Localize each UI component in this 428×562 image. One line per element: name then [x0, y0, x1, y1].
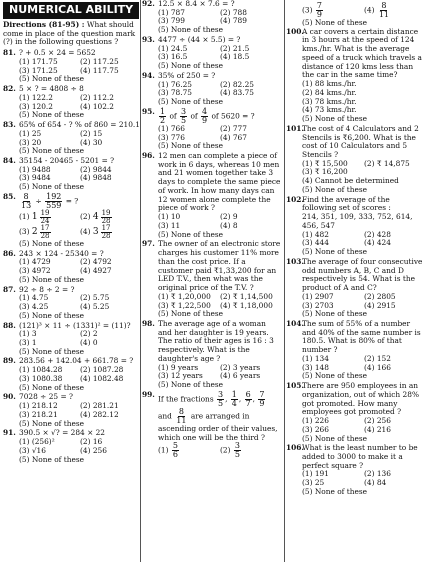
option: (5) None of these: [19, 382, 85, 392]
options: [286, 293, 426, 310]
fraction: $\frac{8}{11}$: [176, 406, 187, 425]
question-number: 94.: [142, 70, 155, 80]
option: (1) 2907: [302, 291, 334, 301]
question-95: [142, 108, 282, 151]
option: (4) 84: [364, 478, 387, 488]
question-text: If the fractions $\frac{3}{5}$ , $\frac{1}{4}$ , $\frac{6}{7}$ , $\frac{7}{9}$: [158, 389, 265, 408]
options: [3, 366, 141, 383]
options: [3, 438, 141, 455]
fraction: $\frac{7}{9}$: [259, 389, 265, 408]
question-number: 96.: [142, 151, 155, 161]
directions: [3, 21, 141, 47]
option: (5) None of these: [19, 346, 85, 356]
option: (5) None of these: [19, 310, 85, 320]
question-group: [286, 28, 426, 497]
question-number: 106.: [286, 443, 305, 453]
question-number: 85.: [3, 191, 16, 201]
option: (5) None of these: [302, 247, 368, 257]
question: [3, 286, 141, 321]
option: (1) 122.2: [19, 92, 53, 102]
option: (4) 166: [364, 362, 391, 372]
option: (3) 266: [302, 424, 329, 434]
options: [3, 58, 141, 75]
question: [3, 49, 141, 84]
option: (1) 134: [302, 353, 329, 363]
question-text: (121)³ × 11 ÷ (1331)² = (11)?: [19, 320, 131, 330]
option: (3) 78 kms./hr.: [302, 96, 357, 106]
options: [3, 402, 141, 419]
question-text: 390.5 × √? = 284 × 22: [19, 428, 106, 438]
option: (4) 8: [220, 220, 238, 230]
option: (5) None of these: [302, 486, 368, 496]
question: [3, 429, 141, 464]
option: (2) 428: [364, 229, 391, 239]
fraction: $\frac{8}{13}$: [21, 191, 32, 210]
option: (2) 788: [220, 7, 247, 17]
option: (4) 6 years: [220, 371, 261, 381]
question-text: 283.56 + 142.04 + 661.78 = ?: [19, 356, 134, 366]
option: (2) ₹ 14,875: [364, 158, 410, 168]
question-group: [142, 152, 282, 390]
option: (5) None of these: [158, 97, 224, 107]
option: (5) None of these: [158, 25, 224, 35]
question-line: [286, 28, 426, 80]
question: [3, 121, 141, 156]
question-number: 83.: [3, 120, 16, 130]
question-number: 97.: [142, 239, 155, 249]
option: (4) 767: [220, 132, 247, 142]
directions-text: What should come in place of the question mark (?) in the following questions ?: [3, 19, 136, 47]
option: (3) $\frac{7}{9}$: [302, 1, 322, 19]
fraction: $\frac{1}{2}$: [160, 106, 166, 125]
option: (3) 799: [158, 16, 185, 26]
option: (3) 1080.38: [19, 373, 63, 383]
option: (1) 226: [302, 416, 329, 426]
question-number: 102.: [286, 194, 305, 204]
options: [142, 213, 282, 230]
question-number: 98.: [142, 318, 155, 328]
question-text: 4477 ÷ (44 × 5.5) = ?: [158, 34, 241, 44]
question-group: [3, 250, 141, 465]
option: (4) Cannot be determined: [302, 176, 399, 186]
options: [286, 355, 426, 372]
option: (2) 4 $\frac{19}{28}$: [80, 208, 111, 225]
option: (1) 88 kms./hr.: [302, 79, 357, 89]
question: [3, 85, 141, 120]
option: (4) 256: [80, 445, 107, 455]
question-text: There are 950 employees in an organization, out of which 28% got promoted. How many employees got promoted ?: [302, 381, 419, 417]
options: [3, 258, 141, 275]
question: [286, 382, 426, 443]
question-number: 99.: [142, 389, 155, 399]
question-group: [3, 49, 141, 192]
option: (5) None of these: [19, 182, 85, 192]
options: [3, 294, 141, 311]
question-number: 90.: [3, 392, 16, 402]
question-line: [142, 320, 282, 364]
option: (5) None of these: [158, 309, 224, 319]
option: (5) None of these: [19, 110, 85, 120]
question-line: [286, 125, 426, 160]
option: (3) ₹ 1,22,500: [158, 300, 211, 310]
option: (4) 9848: [80, 173, 112, 183]
option: (1) ₹ 15,500: [302, 158, 348, 168]
question-number: 92.: [142, 0, 155, 8]
option: (3) 218.21: [19, 409, 58, 419]
question-group: [142, 0, 282, 107]
option: (3) 776: [158, 132, 185, 142]
option: (4) 83.75: [220, 88, 254, 98]
options: [142, 442, 282, 459]
option: (3) 11: [158, 220, 181, 230]
question-number: 81.: [3, 48, 16, 58]
option: (2) $\frac{3}{5}$: [220, 441, 240, 460]
option: (3) 20: [19, 137, 42, 147]
question-number: 87.: [3, 284, 16, 294]
option: (1) 218.12: [19, 401, 58, 411]
question-text: 7028 ÷ 25 = ?: [19, 392, 73, 402]
option: (1) (256)²: [19, 437, 55, 447]
option: (1) ₹ 1,20,000: [158, 291, 211, 301]
option: (2) 82.25: [220, 79, 254, 89]
column-2: [142, 0, 282, 460]
column-divider: [284, 0, 285, 562]
question-line: [286, 258, 426, 293]
question-text: The average of four consecutive odd numbers A, B, C and D respectively is 54. What is the product of A and C?: [302, 256, 423, 293]
option: (1) 76.25: [158, 79, 192, 89]
option: (4) 789: [220, 16, 247, 26]
option: (5) None of these: [19, 238, 85, 248]
option: (1) 25: [19, 128, 42, 138]
options: [3, 130, 141, 147]
option: (4) 102.2: [80, 101, 114, 111]
question-line: [286, 196, 426, 213]
question-line: [142, 152, 282, 213]
question-number: 82.: [3, 84, 16, 94]
option: (4) 424: [364, 238, 391, 248]
question: [3, 157, 141, 192]
fraction: $\frac{4}{9}$: [202, 106, 208, 125]
question-text: 35154 - 20465 - 5201 = ?: [19, 155, 115, 165]
score-list: 214, 351, 109, 333, 752, 614, 456, 547: [302, 212, 413, 230]
option: (1) 9 years: [158, 362, 199, 372]
option: (3) 4.25: [19, 302, 49, 312]
question-text: 65% of 654 - ? % of 860 = 210.1: [19, 120, 140, 130]
option: (5) None of these: [158, 380, 224, 390]
option: (3) 2 $\frac{17}{28}$: [19, 223, 50, 240]
option: (4) $\frac{8}{11}$: [364, 1, 390, 19]
option: (4) 1082.48: [80, 373, 124, 383]
option: (5) None of these: [302, 184, 368, 194]
option: (4) 2915: [364, 300, 396, 310]
question-text: A car covers a certain distance in 3 hours at the speed of 124 kms./hr. What is the average speed of a truck which travels a distance of 120 kms less than the car in the same time?: [302, 26, 422, 80]
option: (1) 171.75: [19, 56, 58, 66]
fraction: $\frac{3}{5}$: [181, 106, 187, 125]
option: (2) ₹ 1,14,500: [220, 291, 273, 301]
question: [3, 322, 141, 357]
question-number: 86.: [3, 248, 16, 258]
fraction: $\frac{3}{5}$: [217, 389, 224, 408]
option: (1) 482: [302, 229, 329, 239]
option: (4) 117.75: [80, 65, 119, 75]
option: (4) ₹ 1,18,000: [220, 300, 273, 310]
question-line: [286, 320, 426, 355]
question: [3, 250, 141, 285]
option: (5) None of these: [302, 114, 368, 124]
options: [142, 293, 282, 310]
question-text: $\frac{8}{13}$ ÷ $\frac{192}{559}$ = ?: [21, 191, 79, 210]
option: (1) 787: [158, 7, 185, 17]
option: (2) 136: [364, 469, 391, 479]
option: (2) 9844: [80, 164, 112, 174]
option: (4) 0: [80, 338, 98, 347]
question: [286, 444, 426, 496]
option: (2) 777: [220, 123, 247, 133]
option: (2) 4792: [80, 257, 112, 267]
option: (3) 444: [302, 238, 329, 248]
option: (1) 3: [19, 329, 37, 339]
question-text: Find the average of the following set of scores :: [302, 194, 391, 213]
question-text: 12.5 × 8.4 × 7.6 = ?: [158, 0, 235, 8]
option: (5) None of these: [158, 141, 224, 151]
question: [286, 28, 426, 124]
question-number: 100.: [286, 26, 305, 36]
option: (2) 84 kms./hr.: [302, 87, 357, 97]
option: (1) 191: [302, 469, 329, 479]
options: [286, 231, 426, 248]
question-text: 12 men can complete a piece of work in 6 days, whereas 10 men and 21 women together take 3 days to complete the same piece of work. In how many days can 12 women alone complete the piece of work ?: [158, 151, 281, 213]
question-number: 95.: [142, 106, 155, 116]
option: (5) None of these: [158, 229, 224, 239]
question-text: The average age of a woman and her daughter is 19 years. The ratio of their ages is 16 : 3 respectively. What is the daughter's age ?: [158, 318, 274, 363]
question: [142, 0, 282, 35]
question: [286, 320, 426, 381]
directions-head: Directions (81-95) :: [3, 19, 85, 29]
option: (3) 9484: [19, 173, 51, 183]
option: (1) 766: [158, 123, 185, 133]
options: [142, 9, 282, 26]
option: (3) 171.25: [19, 65, 58, 75]
question: [142, 72, 282, 107]
option: (2) 256: [364, 416, 391, 426]
option: (3) 25: [302, 478, 325, 488]
option: (5) None of these: [158, 61, 224, 71]
option: (3) 2703: [302, 300, 334, 310]
option: (2) 152: [364, 353, 391, 363]
option: (3) 78.75: [158, 88, 192, 98]
option: (4) 3 $\frac{17}{28}$: [80, 223, 111, 240]
question-number: 105.: [286, 381, 305, 391]
question: [142, 240, 282, 319]
option: (2) 5.75: [80, 293, 110, 303]
question-number: 103.: [286, 256, 305, 266]
question-text: 35% of 250 = ?: [158, 70, 216, 80]
option: (5) None of these: [302, 371, 368, 381]
option: (2) 112.2: [80, 92, 114, 102]
option: (4) 73 kms./hr.: [302, 105, 357, 115]
option: (4) 4927: [80, 266, 112, 276]
question-number: 101.: [286, 123, 305, 133]
option: (5) None of these: [19, 146, 85, 156]
option: (4) 282.12: [80, 409, 119, 419]
column-1: [0, 0, 141, 465]
options: [286, 470, 426, 487]
question: [286, 125, 426, 195]
question-number: 104.: [286, 318, 305, 328]
option: (2) 15: [80, 128, 103, 138]
option: (1) 10: [158, 212, 181, 222]
option: (2) 16: [80, 437, 103, 447]
options: [3, 330, 141, 347]
question-99: [142, 391, 282, 459]
option: (3) ₹ 16,200: [302, 167, 348, 177]
options: [286, 2, 426, 19]
option: (1) 1084.28: [19, 365, 63, 375]
options: [142, 45, 282, 62]
option: (4) 30: [80, 137, 103, 147]
option: (1) $\frac{5}{6}$: [158, 441, 178, 460]
option: (3) √16: [19, 445, 46, 455]
option: (5) None of these: [302, 433, 368, 443]
option: (1) 24.5: [158, 43, 188, 53]
fraction: $\frac{6}{7}$: [245, 389, 251, 408]
question: [286, 196, 426, 257]
option: (3) 1: [19, 338, 37, 347]
question-line: [142, 240, 282, 292]
question-text: $\frac{1}{2}$ of $\frac{3}{5}$ of $\frac{4}{9}$ of 5620 = ?: [160, 106, 255, 125]
column-3: [286, 0, 426, 498]
question-number: 93.: [142, 34, 155, 44]
option: (5) None of these: [19, 454, 85, 464]
option: (1) 9488: [19, 164, 51, 174]
question-number: 89.: [3, 356, 16, 366]
fraction: $\frac{192}{559}$: [46, 191, 62, 210]
question-number: 84.: [3, 155, 16, 165]
option: (3) 4972: [19, 266, 51, 276]
option: (1) 1 $\frac{19}{24}$: [19, 208, 50, 225]
question-text: The sum of 55% of a number and 40% of the same number is 180.5. What is 80% of that number ?: [302, 318, 421, 355]
option: (2) 2: [80, 329, 98, 339]
option: (2) 3 years: [220, 362, 261, 372]
question: [142, 152, 282, 239]
fraction: $\frac{1}{4}$: [231, 389, 237, 408]
question: [3, 393, 141, 428]
option: (1) 4729: [19, 257, 51, 267]
question-number: 91.: [3, 428, 16, 438]
question: [286, 258, 426, 319]
question-text: What is the least number to be added to 3000 to make it a perfect square ?: [302, 443, 418, 470]
section-title: NUMERICAL ABILITY: [3, 2, 139, 19]
question-number: 88.: [3, 320, 16, 330]
options: [142, 81, 282, 98]
option: (3) 12 years: [158, 371, 203, 381]
question: [3, 357, 141, 392]
option: (5) None of these: [302, 309, 368, 319]
option: (2) 117.25: [80, 56, 119, 66]
option: (2) 21.5: [220, 43, 250, 53]
question-text: 243 × 124 - 25340 = ?: [19, 248, 104, 258]
options: [286, 417, 426, 434]
option: (2) 1087.28: [80, 365, 124, 375]
option: (5) None of these: [302, 18, 368, 27]
question-text: and $\frac{8}{11}$ are arranged in ascending order of their values, which one will be the third ?: [158, 406, 278, 442]
option: (3) 120.2: [19, 101, 53, 111]
option: (5) None of these: [19, 274, 85, 284]
option: (4) 5.25: [80, 302, 110, 312]
option: (2) 281.21: [80, 401, 119, 411]
option: (1) 4.75: [19, 293, 49, 303]
option: (4) 18.5: [220, 52, 250, 62]
question-text: 92 ÷ 8 ÷ 2 = ?: [19, 284, 75, 294]
options: [3, 94, 141, 111]
question-text: ? + 0.5 × 24 = 5652: [19, 48, 96, 58]
question: [142, 320, 282, 390]
question-text: The owner of an electronic store charges his customer 11% more than the cost price. If a customer paid ₹1,33,200 for an LED T.V., then what was the original price of the T.V. ?: [158, 239, 281, 293]
option: (5) None of these: [19, 74, 85, 84]
options: [142, 364, 282, 381]
option: (5) None of these: [19, 418, 85, 428]
option: (2) 2805: [364, 291, 396, 301]
question-text: The cost of 4 Calculators and 2 Stencils is ₹6,200. What is the cost of 10 Calculators and 5 Stencils ?: [302, 123, 419, 160]
options: [3, 166, 141, 183]
question-line: [286, 444, 426, 470]
option: (4) 216: [364, 424, 391, 434]
question-line: [286, 382, 426, 417]
question: [142, 36, 282, 71]
option: (3) 148: [302, 362, 329, 372]
option: (2) 9: [220, 212, 238, 222]
question-text: 5 × ? = 4808 ÷ 8: [19, 84, 84, 94]
option: (3) 16.5: [158, 52, 188, 62]
options: [3, 210, 141, 240]
question-85: [3, 193, 141, 249]
options: [142, 125, 282, 142]
